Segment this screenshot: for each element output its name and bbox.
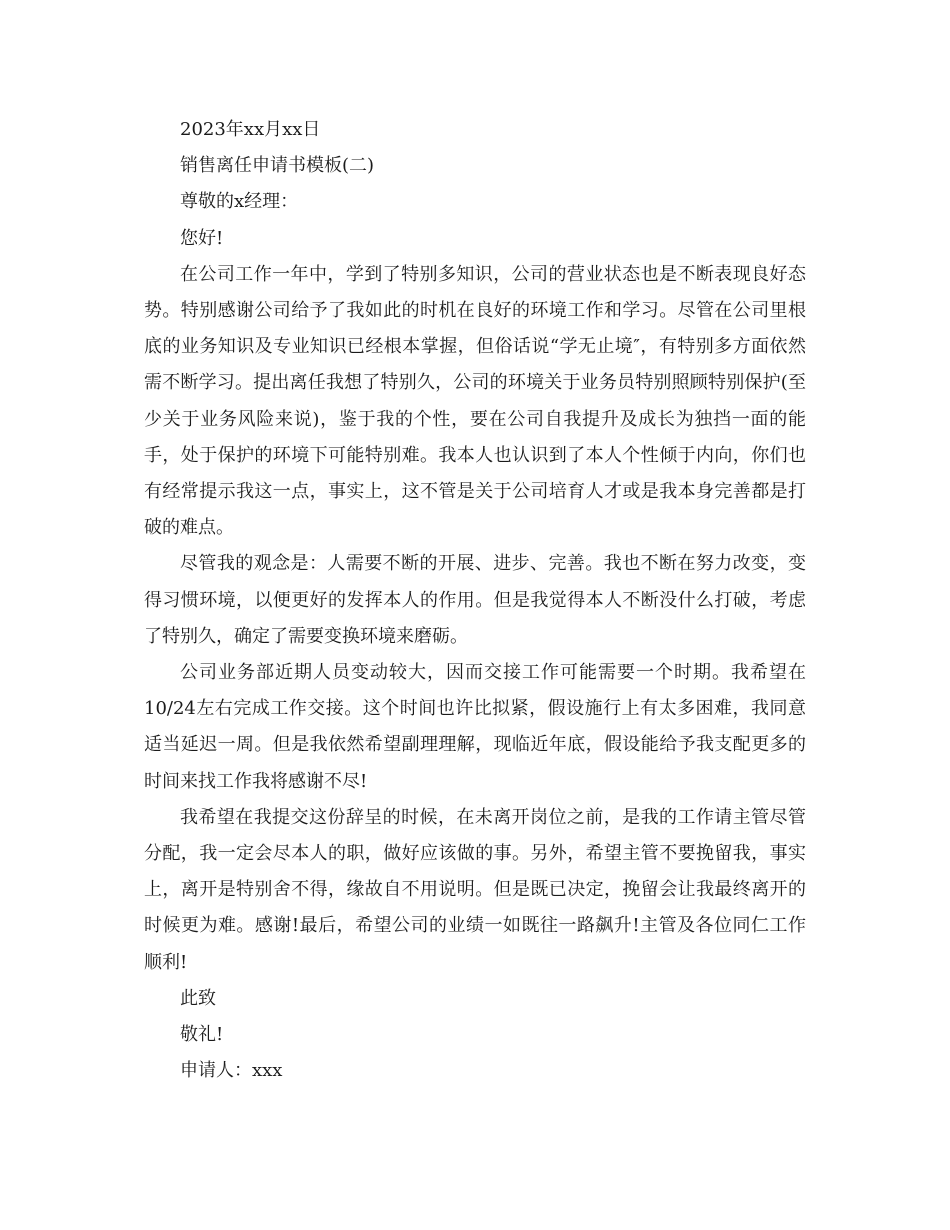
letter-paragraph-2: 尽管我的观念是：人需要不断的开展、进步、完善。我也不断在努力改变，变得习惯环境，以便更好的发挥本人的作用。但是我觉得本人不断没什么打破，考虑了特别久，确定了需要变换环境来磨砺。 xyxy=(144,553,806,647)
letter-body xyxy=(144,112,806,1089)
letter-closing-2: 敬礼! xyxy=(180,1024,224,1046)
letter-paragraph-4: 我希望在我提交这份辞呈的时候，在未离开岗位之前，是我的工作请主管尽管分配，我一定会尽本人的职，做好应该做的事。另外，希望主管不要挽留我，事实上，离开是特别舍不得，缘故自不用说明。但是既已决定，挽留会让我最终离开的时候更为难。感谢!最后，希望公司的业绩一如既往一路飙升!主管及各位同仁工作顺利! xyxy=(144,806,806,973)
letter-signature: 申请人：xxx xyxy=(180,1060,283,1082)
letter-closing-1: 此致 xyxy=(180,987,216,1009)
letter-salutation: 尊敬的x经理： xyxy=(180,191,299,213)
letter-date: 2023年xx月xx日 xyxy=(180,119,321,140)
letter-paragraph-1: 在公司工作一年中，学到了特别多知识，公司的营业状态也是不断表现良好态势。特别感谢公司给予了我如此的时机在良好的环境工作和学习。尽管在公司里根底的业务知识及专业知识已经根本掌握，但俗话说“学无止境″，有特别多方面依然需不断学习。提出离任我想了特别久，公司的环境关于业务员特别照顾特别保护(至少关于业务风险来说)，鉴于我的个性，要在公司自我提升及成长为独挡一面的能手，处于保护的环境下可能特别难。我本人也认识到了本人个性倾于内向，你们也有经常提示我这一点，事实上，这不管是关于公司培育人才或是我本身完善都是打破的难点。 xyxy=(144,263,806,539)
letter-greeting: 您好! xyxy=(180,227,224,249)
letter-title: 销售离任申请书模板(二) xyxy=(180,155,375,177)
letter-paragraph-3: 公司业务部近期人员变动较大，因而交接工作可能需要一个时期。我希望在10/24左右完成工作交接。这个时间也许比拟紧，假设施行上有太多困难，我同意适当延迟一周。但是我依然希望副理理解，现临近年底，假设能给予我支配更多的时间来找工作我将感谢不尽! xyxy=(144,662,806,792)
